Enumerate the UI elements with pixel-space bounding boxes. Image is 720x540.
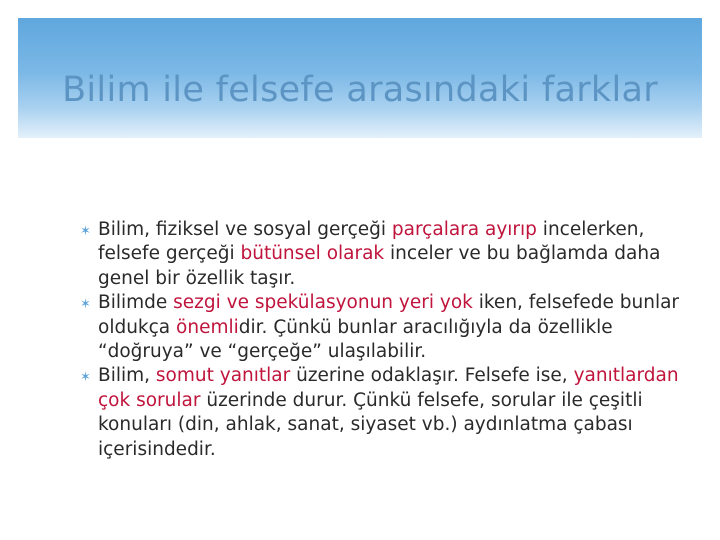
- text-segment: inceler ve bu bağlamda daha genel bir özellik taşır.: [98, 243, 661, 289]
- highlight-segment: yanıtlardan çok sorular: [98, 365, 679, 411]
- bullet-paragraph-1: [80, 218, 680, 291]
- highlight-segment: önemli: [176, 316, 239, 338]
- text-segment: iken, felsefede bunlar oldukça: [98, 292, 680, 338]
- star-bullet-icon: ✶: [80, 297, 91, 313]
- star-bullet-icon: ✶: [80, 370, 91, 386]
- text-segment: Bilim, fiziksel ve sosyal gerçeği: [98, 219, 392, 240]
- text-segment: üzerine odaklaşır. Felsefe ise,: [290, 365, 574, 387]
- star-bullet-icon: ✶: [80, 224, 91, 239]
- slide-body: [80, 218, 680, 462]
- bullet-paragraph-3: [80, 364, 680, 462]
- text-segment: Bilim,: [98, 365, 156, 387]
- bullet-paragraph-2: [80, 291, 680, 364]
- slide-title: Bilim ile felsefe arasındaki farklar: [62, 70, 658, 110]
- text-segment: üzerinde durur. Çünkü felsefe, sorular ile çeşitli konuları (din, ahlak, sanat, siyaset vb.) aydınlatma çabası içerisindedir.: [98, 389, 643, 460]
- text-segment: Bilimde: [98, 292, 174, 314]
- highlight-segment: parçalara ayırıp: [391, 219, 537, 240]
- highlight-segment: somut yanıtlar: [155, 365, 291, 387]
- title-band: [18, 18, 702, 138]
- text-segment: incelerken, felsefe gerçeği: [98, 219, 645, 265]
- text-segment: dir. Çünkü bunlar aracılığıyla da özellikle “doğruya” ve “gerçeğe” ulaşılabilir.: [98, 316, 613, 363]
- highlight-segment: bütünsel olarak: [240, 243, 385, 265]
- highlight-segment: sezgi ve spekülasyonun yeri yok: [173, 292, 473, 314]
